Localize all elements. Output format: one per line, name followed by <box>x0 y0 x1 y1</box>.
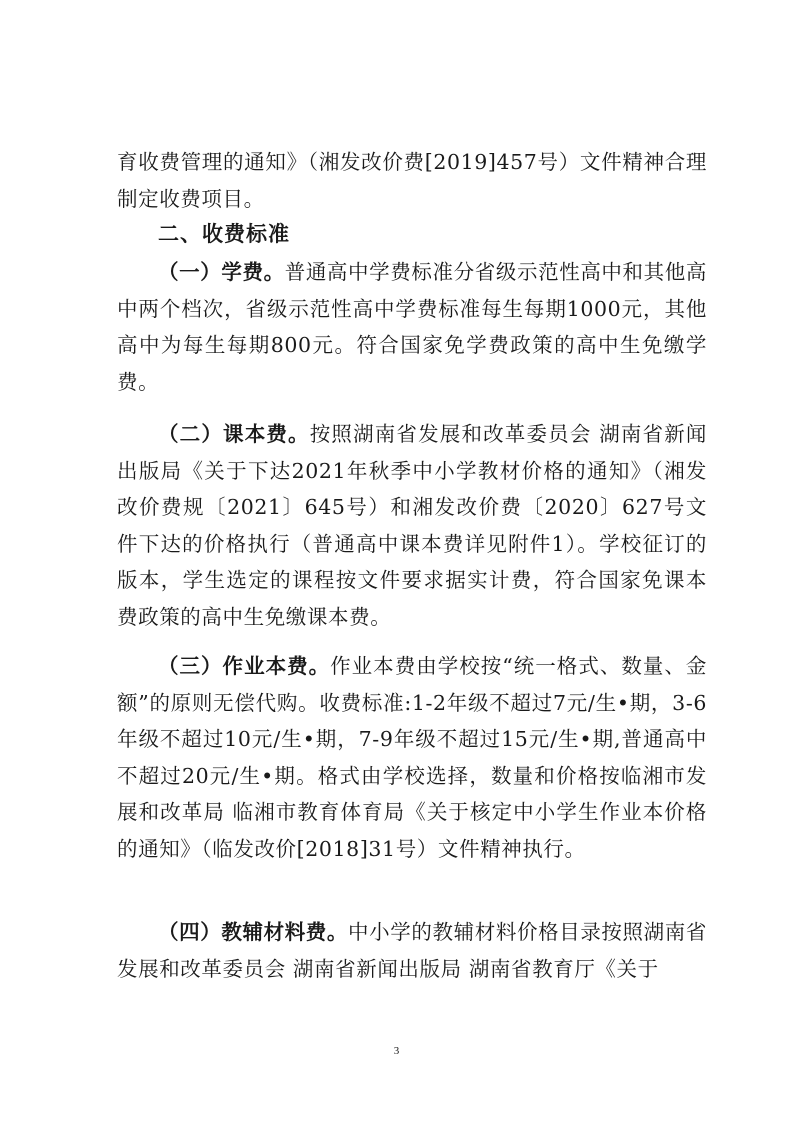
item-body-workbook: 作业本费由学校按“统一格式、数量、金额”的原则无偿代购。收费标准:1-2年级不超过7元/生•期，3-6年级不超过10元/生•期，7-9年级不超过15元/生•期,普通高中不超过20元/生•期。格式由学校选择，数量和价格按临湘市发展和改革局 临湘市教育体育局《关于核定中小学生作业本价格的通知》（临发改价[2018]31号）文件精神执行。 <box>117 654 707 861</box>
item-lead-supplementary: （四）教辅材料费。 <box>158 920 349 944</box>
item-lead-workbook: （三）作业本费。 <box>158 654 331 678</box>
item-body-supplementary: 中小学的教辅材料价格目录按照湖南省发展和改革委员会 湖南省新闻出版局 湖南省教育厅《关于 <box>117 920 707 981</box>
intro-paragraph: 育收费管理的通知》（湘发改价费[2019]457号）文件精神合理制定收费项目。 <box>117 150 707 211</box>
paragraph-workbook <box>117 648 707 867</box>
paragraph-supplementary <box>117 914 707 987</box>
paragraph-textbook <box>117 416 707 635</box>
item-lead-textbook: （二）课本费。 <box>158 422 310 446</box>
item-body-tuition: 普通高中学费标准分省级示范性高中和其他高中两个档次，省级示范性高中学费标准每生每期1000元，其他高中为每生每期800元。符合国家免学费政策的高中生免缴学费。 <box>117 260 707 394</box>
item-lead-tuition: （一）学费。 <box>158 260 285 284</box>
page-number: 3 <box>393 1045 400 1057</box>
section-heading: 二、收费标准 <box>158 222 290 246</box>
item-body-textbook: 按照湖南省发展和改革委员会 湖南省新闻出版局《关于下达2021年秋季中小学教材价格的通知》（湘发改价费规〔2021〕645号）和湘发改价费〔2020〕627号文件下达的价格执行（普通高中课本费详见附件1）。学校征订的版本，学生选定的课程按文件要求据实计费，符合国家免课本费政策的高中生免缴课本费。 <box>117 422 707 629</box>
paragraph-tuition <box>117 254 707 400</box>
